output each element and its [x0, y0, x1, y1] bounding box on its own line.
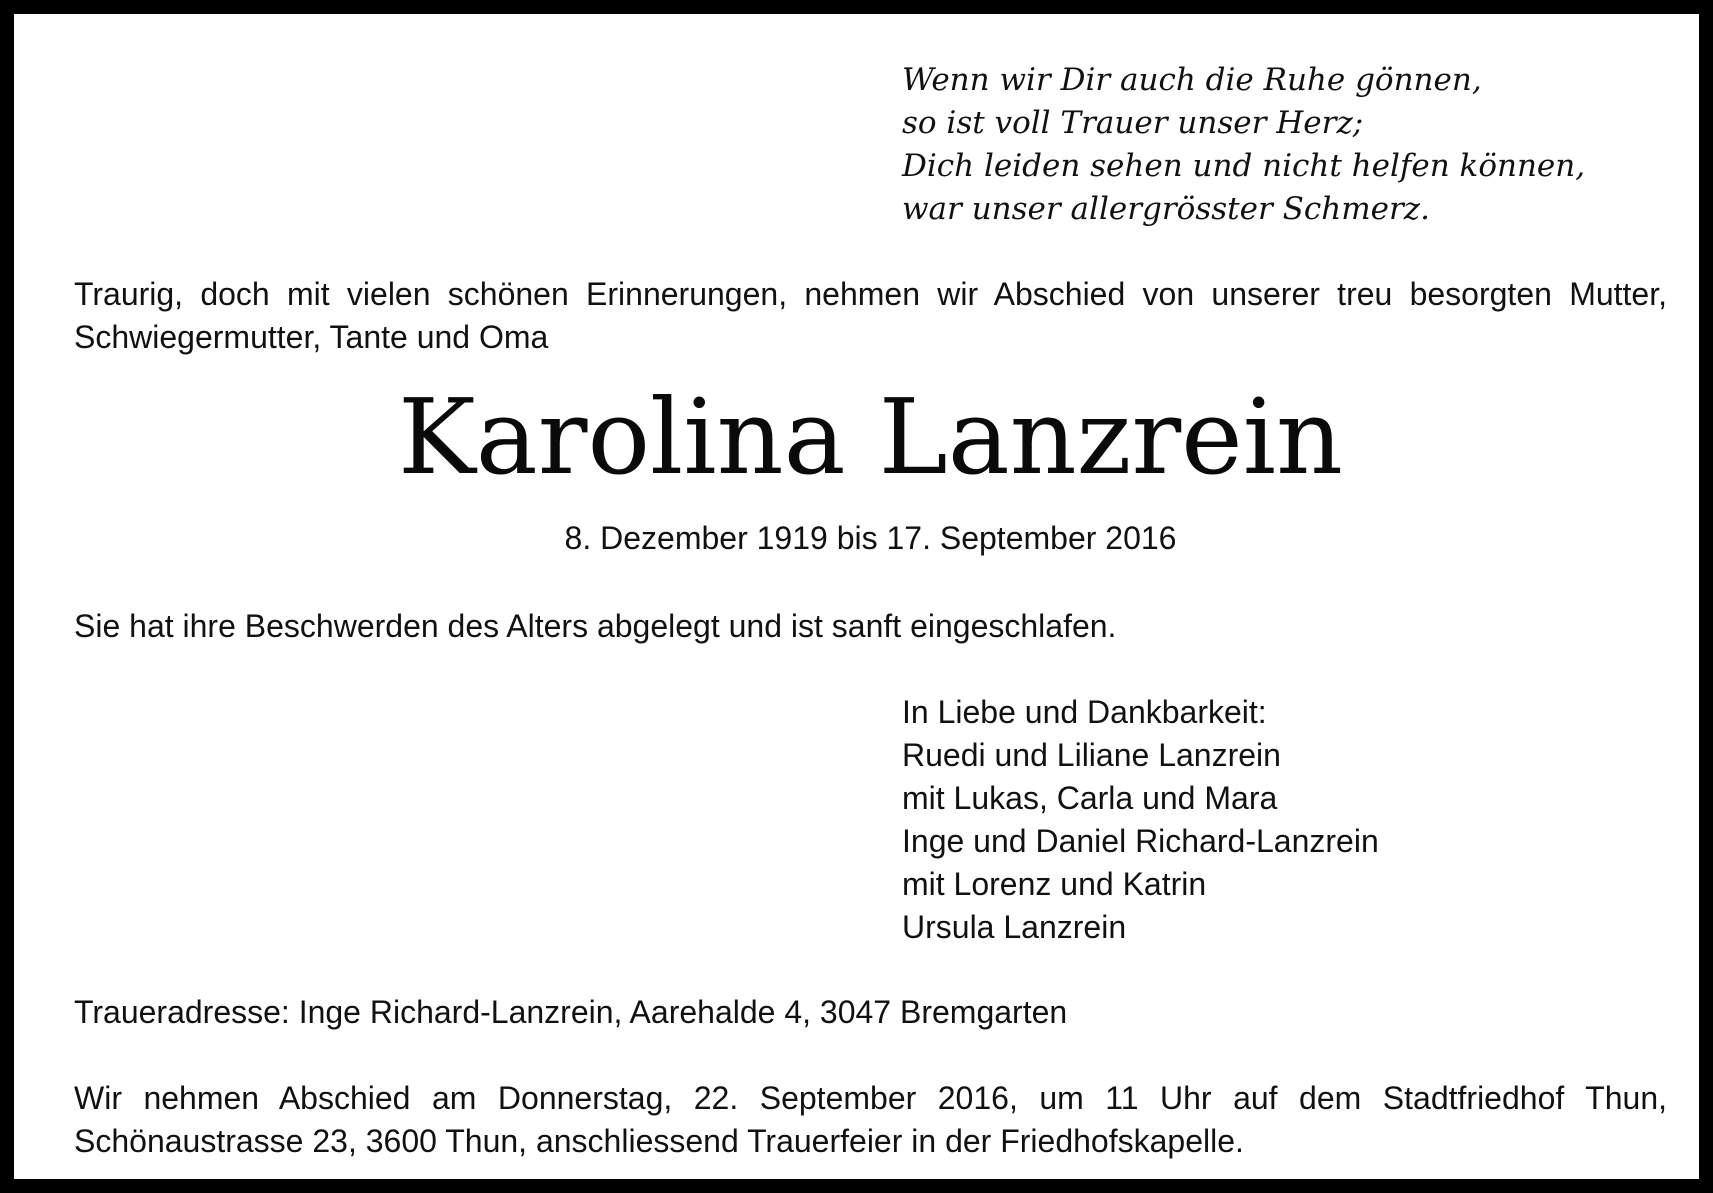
mourners-list [902, 691, 1379, 949]
mourner-line: Ruedi und Liliane Lanzrein [902, 737, 1281, 773]
intro-paragraph: Traurig, doch mit vielen schönen Erinnerungen, nehmen wir Abschied von unserer treu besorgten Mutter, Schwiegermutter, Tante und Oma [74, 276, 1667, 355]
farewell-statement: Sie hat ihre Beschwerden des Alters abgelegt und ist sanft eingeschlafen. [74, 608, 1117, 644]
deceased-name: Karolina Lanzrein [398, 376, 1343, 498]
mourning-address: Traueradresse: Inge Richard-Lanzrein, Aarehalde 4, 3047 Bremgarten [74, 994, 1068, 1030]
ceremony-details: Wir nehmen Abschied am Donnerstag, 22. September 2016, um 11 Uhr auf dem Stadtfriedhof Thun, Schönaustrasse 23, 3600 Thun, anschliessend Trauerfeier in der Friedhofskapelle. [74, 1080, 1667, 1159]
mourner-line: mit Lukas, Carla und Mara [902, 780, 1278, 816]
mourner-line: mit Lorenz und Katrin [902, 866, 1207, 902]
mourner-line: Ursula Lanzrein [902, 909, 1127, 945]
mourners-heading: In Liebe und Dankbarkeit: [902, 694, 1267, 730]
mourner-line: Inge und Daniel Richard-Lanzrein [902, 823, 1379, 859]
poem-line: Wenn wir Dir auch die Ruhe gönnen, [902, 62, 1482, 98]
memorial-poem [902, 59, 1585, 231]
poem-line: Dich leiden sehen und nicht helfen können, [902, 148, 1586, 184]
poem-line: war unser allergrösster Schmerz. [902, 191, 1430, 227]
poem-line: so ist voll Trauer unser Herz; [902, 105, 1364, 141]
life-dates: 8. Dezember 1919 bis 17. September 2016 [564, 520, 1177, 556]
